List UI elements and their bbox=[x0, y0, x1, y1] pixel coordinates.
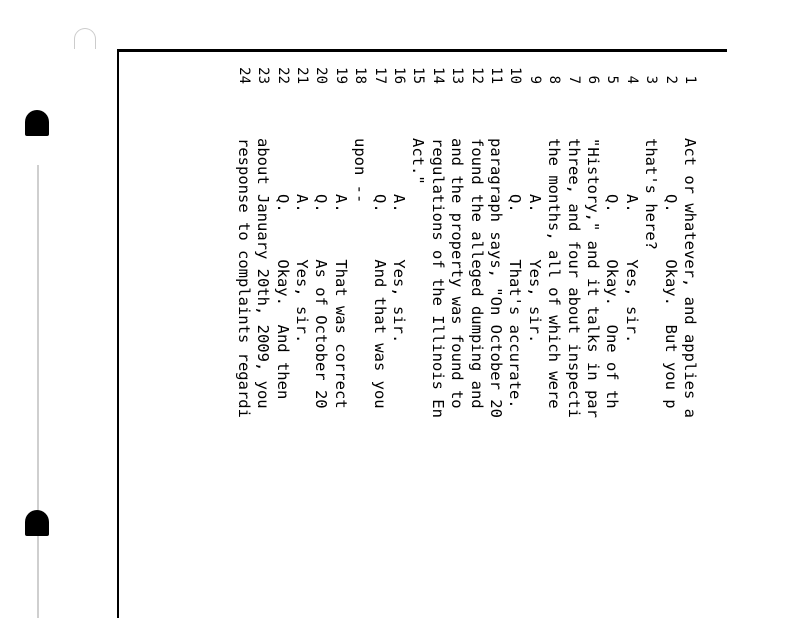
line-number: 8 bbox=[546, 75, 563, 84]
line-text: the months, all of which were bbox=[545, 138, 564, 409]
line-text: that's here? bbox=[642, 138, 661, 250]
line-number: 20 bbox=[313, 67, 330, 84]
transcript-line bbox=[232, 62, 256, 618]
line-number: 10 bbox=[507, 67, 524, 84]
line-text: Act." bbox=[409, 138, 428, 185]
transcript-page bbox=[117, 49, 727, 618]
line-text: and the property was found to bbox=[448, 138, 467, 409]
line-text: paragraph says, "On October 20 bbox=[487, 138, 505, 418]
line-number: 2 bbox=[662, 75, 679, 84]
line-text: upon -- bbox=[351, 138, 370, 204]
line-text: Q. That's accurate. bbox=[506, 138, 525, 409]
binder-margin-line bbox=[37, 165, 39, 618]
line-text: Q. Okay. But you p bbox=[661, 138, 680, 409]
punch-hole-icon bbox=[25, 110, 49, 136]
faint-punch-hole-icon bbox=[74, 28, 96, 49]
line-text: Q. Okay. And then bbox=[273, 138, 292, 400]
line-text: A. Yes, sir. bbox=[293, 138, 311, 344]
line-number: 18 bbox=[352, 67, 369, 84]
line-number: 17 bbox=[371, 67, 388, 84]
line-text: response to complaints regardi bbox=[234, 138, 253, 418]
line-number: 7 bbox=[565, 75, 582, 84]
line-number: 21 bbox=[294, 67, 310, 84]
line-number: 19 bbox=[332, 67, 349, 84]
line-number: 5 bbox=[604, 75, 621, 84]
line-number: 9 bbox=[526, 75, 543, 84]
line-number: 13 bbox=[449, 67, 466, 84]
line-text: Q. And that was you bbox=[370, 138, 389, 409]
line-number: 22 bbox=[274, 67, 291, 84]
line-text: Act or whatever, and applies a bbox=[681, 138, 699, 418]
punch-hole-icon bbox=[25, 510, 49, 536]
line-text: regulations of the Illinois En bbox=[428, 138, 447, 418]
line-number: 16 bbox=[391, 67, 407, 84]
line-text: found the alleged dumping and bbox=[467, 138, 486, 409]
line-number: 14 bbox=[429, 67, 446, 84]
line-number: 6 bbox=[585, 75, 601, 84]
line-text: Q. As of October 20 bbox=[312, 138, 331, 409]
line-text: Q. Okay. One of th bbox=[603, 138, 622, 409]
line-text: three, and four about inspecti bbox=[564, 138, 583, 418]
line-number: 4 bbox=[623, 75, 640, 84]
line-number: 24 bbox=[235, 67, 252, 84]
line-number: 12 bbox=[468, 67, 485, 84]
line-text: "History," and it talks in par bbox=[584, 138, 602, 418]
rotated-transcript-text bbox=[142, 62, 702, 618]
line-text: A. That was correct bbox=[331, 138, 350, 409]
line-number: 15 bbox=[410, 67, 427, 84]
line-text: about January 20th, 2009, you bbox=[254, 138, 273, 409]
line-number: 11 bbox=[488, 67, 504, 84]
line-number: 23 bbox=[255, 67, 272, 84]
line-number: 1 bbox=[682, 75, 698, 84]
line-text: A. Yes, sir. bbox=[525, 138, 544, 344]
line-number: 3 bbox=[643, 75, 660, 84]
line-text: A. Yes, sir. bbox=[622, 138, 641, 344]
line-text: A. Yes, sir. bbox=[390, 138, 408, 344]
